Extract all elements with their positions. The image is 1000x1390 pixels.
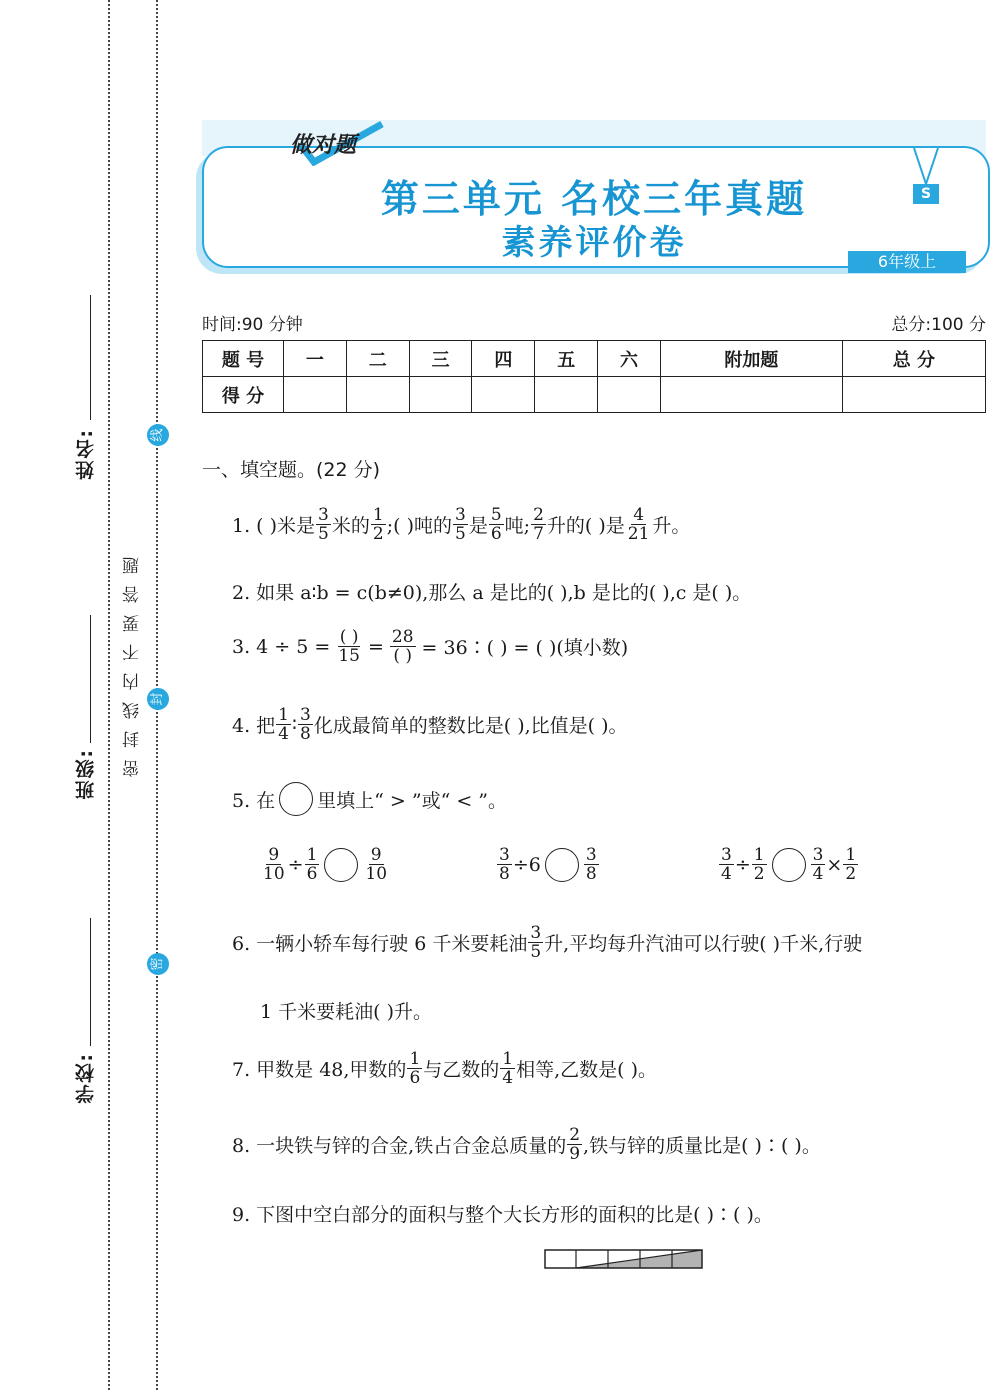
q5-3-answer-circle[interactable] (772, 848, 806, 882)
question-2: 2. 如果 a∶b = c(b≠0),那么 a 是比的( ),b 是比的( ),c 是( )。 (232, 582, 752, 604)
score-header-cell: 三 (409, 341, 472, 377)
q7-text-a: 7. 甲数是 48,甲数的 (232, 1059, 407, 1081)
q5-1-answer-circle[interactable] (324, 848, 358, 882)
page-subtitle: 素养评价卷 (501, 223, 687, 263)
q1-frac-5: $\frac{2}{7}$ (533, 505, 544, 544)
question-3 (232, 628, 628, 665)
q1-text-b: 米的 (331, 515, 370, 537)
binding-dotted-line-outer (108, 0, 110, 1390)
q5-2-right-frac: $\frac{3}{8}$ (585, 845, 597, 884)
section-1-title: 一、填空题。(22 分) (202, 459, 381, 481)
q3-frac-2: $\frac{28}{( )}$ (391, 627, 414, 666)
total-score-label: 总分:100 分 (891, 315, 986, 335)
q7-text-c: 相等,乙数是( )。 (516, 1059, 658, 1081)
q5-3-left-frac: $\frac{3}{4}$ (721, 845, 732, 884)
score-header-cell: 四 (472, 341, 535, 377)
q5-3-op: ÷ (734, 853, 751, 876)
q5-compare-3 (718, 846, 859, 883)
q1-frac-6: $\frac{4}{21}$ (627, 505, 650, 544)
seal-warning-text: 密封线内不要答题 (123, 545, 143, 777)
page-title: 第三单元 名校三年真题 (380, 177, 808, 221)
class-label: 班级: (75, 748, 97, 800)
q1-text-f: 升的( )是 (546, 515, 625, 537)
q4-text-c: 化成最简单的整数比是( ),比值是( )。 (313, 715, 628, 737)
q1-text-c: ;( )吨的 (386, 515, 452, 537)
q6-text-a: 6. 一辆小轿车每行驶 6 千米要耗油 (232, 933, 528, 955)
question-7 (232, 1050, 657, 1087)
answer-circle-icon (279, 782, 313, 816)
q5-text-a: 5. 在 (232, 789, 276, 812)
q1-text-e: 吨; (504, 515, 531, 537)
tag-string-icon (910, 148, 942, 186)
score-header-cell: 六 (598, 341, 661, 377)
q4-frac-1: $\frac{1}{4}$ (278, 705, 289, 744)
school-blank (90, 918, 91, 1046)
name-label: 姓名: (75, 428, 97, 480)
q3-text-a: 3. 4 ÷ 5 = (232, 635, 331, 658)
q7-frac-1: $\frac{1}{6}$ (409, 1049, 421, 1088)
q8-text-a: 8. 一块铁与锌的合金,铁占合金总质量的 (232, 1135, 567, 1157)
class-blank (90, 615, 91, 743)
q5-text-b: 里填上“ > ”或“ < ”。 (317, 789, 508, 812)
q7-frac-2: $\frac{1}{4}$ (502, 1049, 514, 1088)
q3-text-c: = 36∶( ) = ( )(填小数) (421, 637, 629, 659)
q5-3-right-frac: $\frac{3}{4}$ (812, 845, 824, 884)
question-6 (232, 924, 862, 961)
q5-3-op2: × (826, 853, 843, 876)
badge-zuoduiti: 做对题 (290, 133, 357, 158)
q5-compare-2 (496, 846, 600, 883)
q7-text-b: 与乙数的 (423, 1059, 500, 1081)
q5-1-op: ÷ (287, 853, 304, 876)
score-row-label: 得 分 (203, 377, 284, 413)
q5-1-left-frac-2: $\frac{1}{6}$ (306, 845, 318, 884)
grade-label: 6年级上 (848, 251, 966, 273)
q1-frac-4: $\frac{5}{6}$ (490, 505, 502, 544)
q4-text-b: ∶ (292, 713, 297, 736)
q5-3-right-frac-2: $\frac{1}{2}$ (845, 845, 857, 884)
q6-text-b: 升,平均每升汽油可以行驶( )千米,行驶 (544, 933, 863, 955)
score-header-cell: 二 (346, 341, 409, 377)
score-cell[interactable] (660, 377, 842, 413)
q6-frac-1: $\frac{3}{5}$ (530, 923, 542, 962)
q1-frac-3: $\frac{3}{5}$ (455, 505, 466, 544)
score-header-cell: 题 号 (203, 341, 284, 377)
q8-frac-1: $\frac{2}{9}$ (569, 1125, 581, 1164)
score-table-score-row (203, 377, 986, 413)
name-blank (90, 295, 91, 420)
q3-frac-1: $\frac{( )}{15}$ (338, 627, 360, 666)
q4-frac-2: $\frac{3}{8}$ (299, 705, 311, 744)
q5-3-left-frac-2: $\frac{1}{2}$ (753, 845, 765, 884)
q1-frac-2: $\frac{1}{2}$ (372, 505, 384, 544)
q5-1-right-frac: $\frac{9}{10}$ (365, 845, 388, 884)
score-cell[interactable] (409, 377, 472, 413)
score-cell[interactable] (535, 377, 598, 413)
score-table-header-row (203, 341, 986, 377)
school-label: 学校: (75, 1052, 97, 1104)
q5-compare-1 (260, 846, 390, 883)
score-header-cell: 附加题 (660, 341, 842, 377)
q5-1-left-frac: $\frac{9}{10}$ (263, 845, 285, 884)
score-cell[interactable] (472, 377, 535, 413)
score-header-cell: 总 分 (842, 341, 985, 377)
rectangle-figure (544, 1248, 704, 1270)
score-table (202, 340, 986, 413)
seal-bubble-mi: 密 (147, 953, 169, 975)
q1-text-g: 升。 (652, 515, 691, 537)
q5-2-left-frac: $\frac{3}{8}$ (499, 845, 510, 884)
q3-text-b: = (367, 635, 384, 658)
score-cell[interactable] (346, 377, 409, 413)
q1-frac-1: $\frac{3}{5}$ (318, 505, 329, 544)
question-8 (232, 1126, 821, 1163)
time-label: 时间:90 分钟 (202, 315, 303, 335)
question-9: 9. 下图中空白部分的面积与整个大长方形的面积的比是( )∶( )。 (232, 1204, 773, 1226)
q5-2-op: ÷6 (512, 853, 541, 876)
question-4 (232, 706, 628, 743)
question-5 (232, 782, 507, 816)
q1-text-a: 1. ( )米是 (232, 515, 316, 537)
q5-2-answer-circle[interactable] (545, 848, 579, 882)
s-tag: S (913, 184, 939, 204)
seal-bubble-line: 线 (147, 424, 169, 446)
q4-text-a: 4. 把 (232, 715, 276, 737)
score-cell[interactable] (598, 377, 661, 413)
score-header-cell: 一 (284, 341, 347, 377)
score-header-cell: 五 (535, 341, 598, 377)
question-6-line-2: 1 千米要耗油( )升。 (260, 1001, 432, 1023)
q8-text-b: ,铁与锌的质量比是( )∶( )。 (583, 1135, 821, 1157)
question-1 (232, 506, 690, 543)
q1-text-d: 是 (468, 515, 488, 537)
score-cell[interactable] (284, 377, 347, 413)
score-cell[interactable] (842, 377, 985, 413)
seal-bubble-seal: 封 (147, 688, 169, 710)
